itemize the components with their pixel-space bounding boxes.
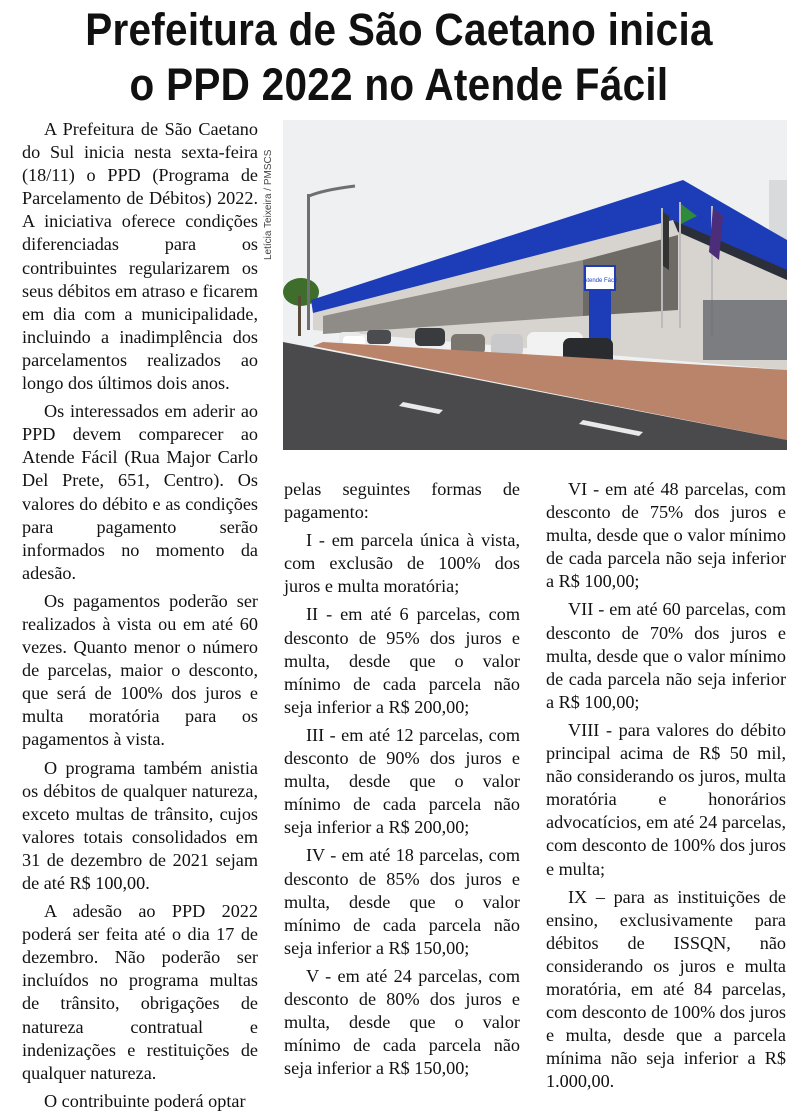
headline-line-2: o PPD 2022 no Atende Fácil xyxy=(129,59,669,110)
payment-option: VI - em até 48 parcelas, com desconto de 75% dos juros e multa, desde que o valor mínimo de cada parcela não seja inferior a R$ 100,00; xyxy=(546,479,786,592)
paragraph: Os pagamentos poderão ser realizados à vista ou em até 60 vezes. Quanto menor o número de parcelas, maior o desconto, que será de 100% dos juros e multa moratória para os pagamentos à vista. xyxy=(22,590,258,750)
paragraph: O programa também anistia os débitos de qualquer natureza, exceto multas de trânsito, cujos valores totais consolidados em 31 de dezembro de 2021 sejam de até R$ 100,00. xyxy=(22,757,258,893)
payment-option: V - em até 24 parcelas, com desconto de 80% dos juros e multa, desde que o valor mínimo de cada parcela não seja inferior a R$ 150,00; xyxy=(284,965,520,1079)
article-column-2 xyxy=(284,478,520,1085)
photo-credit-text: Letícia Teixeira / PMSCS xyxy=(263,149,274,260)
building-photo-illustration xyxy=(283,120,787,450)
payment-option: IX – para as instituições de ensino, exclusivamente para débitos de ISSQN, não considerando os juros e multa moratória, em até 84 parcelas, com desconto de 100% dos juros e multa, desde que a parcela mínima não seja inferior a R$ 1.000,00. xyxy=(546,886,786,1092)
article-column-1 xyxy=(22,118,258,1118)
street-lamp-pole xyxy=(307,194,310,330)
payment-option: I - em parcela única à vista, com exclusão de 100% dos juros e multa moratória; xyxy=(284,530,520,597)
paragraph: pelas seguintes formas de pagamento: xyxy=(284,479,520,523)
sign-text: Atende Fácil xyxy=(583,278,617,284)
payment-option: VII - em até 60 parcelas, com desconto de 70% dos juros e multa, desde que o valor mínimo de cada parcela não seja inferior a R$ 100,00; xyxy=(546,599,786,712)
payment-option: IV - em até 18 parcelas, com desconto de 85% dos juros e multa, desde que o valor mínimo de cada parcela não seja inferior a R$ 150,00; xyxy=(284,845,520,958)
photo-credit xyxy=(259,122,281,262)
payment-option: II - em até 6 parcelas, com desconto de 95% dos juros e multa, desde que o valor mínimo de cada parcela não seja inferior a R$ 200,00; xyxy=(284,604,520,717)
parked-car xyxy=(415,328,445,346)
headline xyxy=(40,2,758,112)
flag-striped xyxy=(663,212,669,270)
parked-car xyxy=(367,330,391,344)
payment-option: VIII - para valores do débito principal acima de R$ 50 mil, não considerando os juros, multa moratória e honorários advocatícios, em até 24 parcelas, com desconto de 100% dos juros e multa; xyxy=(546,719,786,879)
fence xyxy=(703,300,787,360)
headline-line-1: Prefeitura de São Caetano inicia xyxy=(85,4,713,55)
tree-trunk xyxy=(298,296,301,336)
paragraph: Os interessados em aderir ao PPD devem comparecer ao Atende Fácil (Rua Major Carlo Del Prete, 651, Centro). Os valores do débito e as condições para pagamento serão informados no momento da adesão. xyxy=(22,401,258,583)
paragraph: A Prefeitura de São Caetano do Sul inicia nesta sexta-feira (18/11) o PPD (Programa de Parcelamento de Débitos) 2022. A iniciativa oferece condições diferenciadas para os contribuintes regularizarem os seus débitos em atraso e ficarem em dia com a municipalidade, incluindo a inadimplência dos parcelamentos realizados ao longo dos últimos dois anos. xyxy=(22,119,258,394)
payment-option: III - em até 12 parcelas, com desconto de 90% dos juros e multa, desde que o valor mínimo de cada parcela não seja inferior a R$ 200,00; xyxy=(284,724,520,838)
building-photo xyxy=(283,120,787,450)
flag-pole xyxy=(661,208,663,328)
article-column-3 xyxy=(546,478,786,1098)
flag-pole xyxy=(679,202,681,328)
paragraph: A adesão ao PPD 2022 poderá ser feita até o dia 17 de dezembro. Não poderão ser incluídos no programa multas de trânsito, obrigações de natureza contratual e indenizações e restituições de qualquer natureza. xyxy=(22,901,258,1083)
paragraph: O contribuinte poderá optar xyxy=(44,1090,246,1111)
